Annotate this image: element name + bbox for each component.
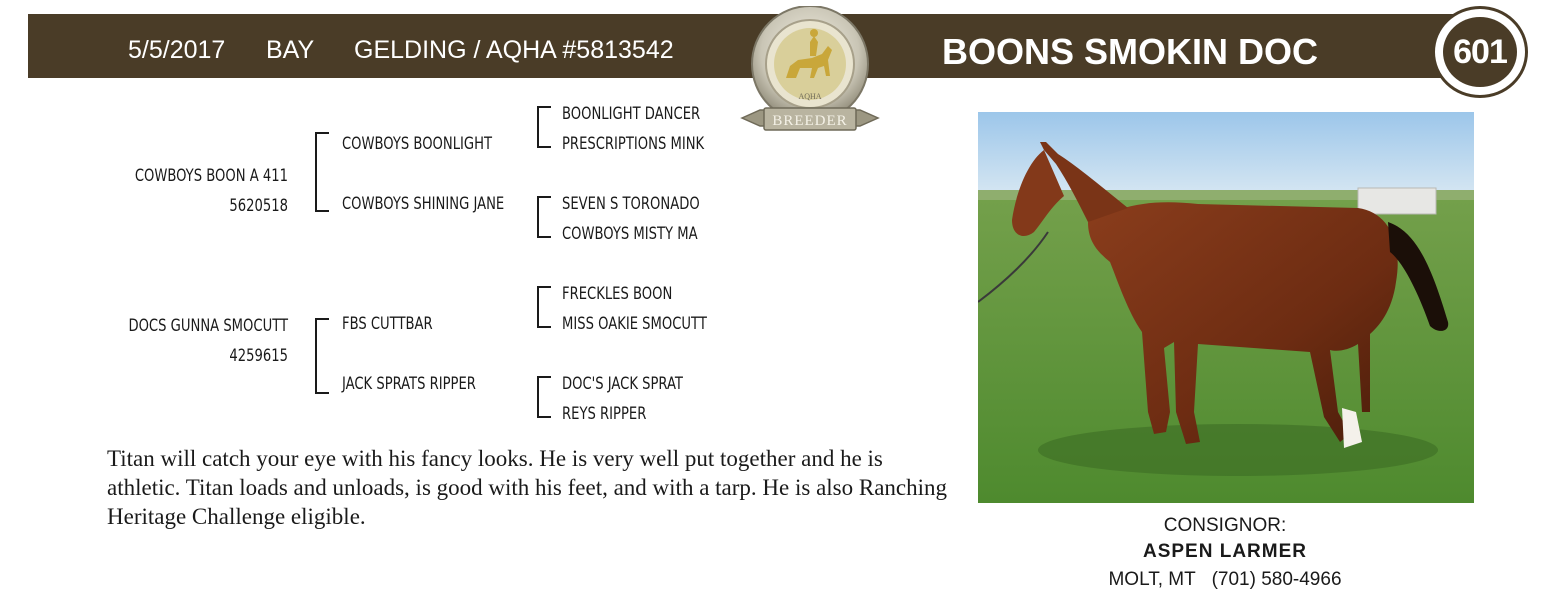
bracket-sire-dam: [537, 196, 551, 238]
sire-dam: COWBOYS SHINING JANE: [342, 194, 505, 214]
sex-registry: GELDING / AQHA #5813542: [354, 36, 674, 64]
consignor-contact: [1080, 569, 1370, 591]
badge-label: BREEDER: [772, 113, 848, 129]
horse-name: BOONS SMOKIN DOC: [942, 31, 1319, 72]
aqha-breeder-seal-icon: [738, 6, 882, 144]
sire-sire-sire: BOONLIGHT DANCER: [562, 104, 701, 124]
dam-dam-sire: DOC'S JACK SPRAT: [562, 374, 683, 394]
dam-sire-sire: FRECKLES BOON: [562, 284, 673, 304]
horse-color: BAY: [266, 36, 315, 64]
consignor-phone: (701) 580-4966: [1211, 569, 1342, 590]
dam-dam: JACK SPRATS RIPPER: [342, 374, 476, 394]
bracket-dam-sire: [537, 286, 551, 328]
sire-sire: COWBOYS BOONLIGHT: [342, 134, 493, 154]
sire-name: COWBOYS BOON A 411: [134, 166, 288, 186]
dam-sire: FBS CUTTBAR: [342, 314, 433, 334]
horse-photo: [978, 112, 1474, 503]
description-text: Titan will catch your eye with his fancy looks. He is very well put together and he is athletic. Titan loads and unloads, is good with his feet, and with a tarp. He is also Ranching Heritage Challenge eligible.: [107, 446, 948, 529]
consignor-name: ASPEN LARMER: [1142, 541, 1307, 562]
dam-name: DOCS GUNNA SMOCUTT: [128, 316, 288, 336]
bracket-dam-dam: [537, 376, 551, 418]
dam-sire-dam: MISS OAKIE SMOCUTT: [562, 314, 707, 334]
lot-number-badge: [1432, 6, 1528, 98]
dam-dam-dam: REYS RIPPER: [562, 404, 647, 424]
badge-small-label: AQHA: [798, 92, 822, 101]
sire-reg: 5620518: [229, 196, 288, 216]
lot-number: 601: [1443, 17, 1517, 87]
dam-reg: 4259615: [229, 346, 288, 366]
foaling-date: 5/5/2017: [128, 36, 226, 64]
sire-dam-dam: COWBOYS MISTY MA: [562, 224, 698, 244]
sire-sire-dam: PRESCRIPTIONS MINK: [562, 134, 705, 154]
sire-dam-sire: SEVEN S TORONADO: [562, 194, 700, 214]
bracket-dam: [315, 318, 329, 394]
consignor-location: MOLT, MT: [1108, 569, 1196, 590]
consignor-label: CONSIGNOR:: [1163, 515, 1287, 536]
bracket-sire-sire: [537, 106, 551, 148]
bracket-sire: [315, 132, 329, 212]
